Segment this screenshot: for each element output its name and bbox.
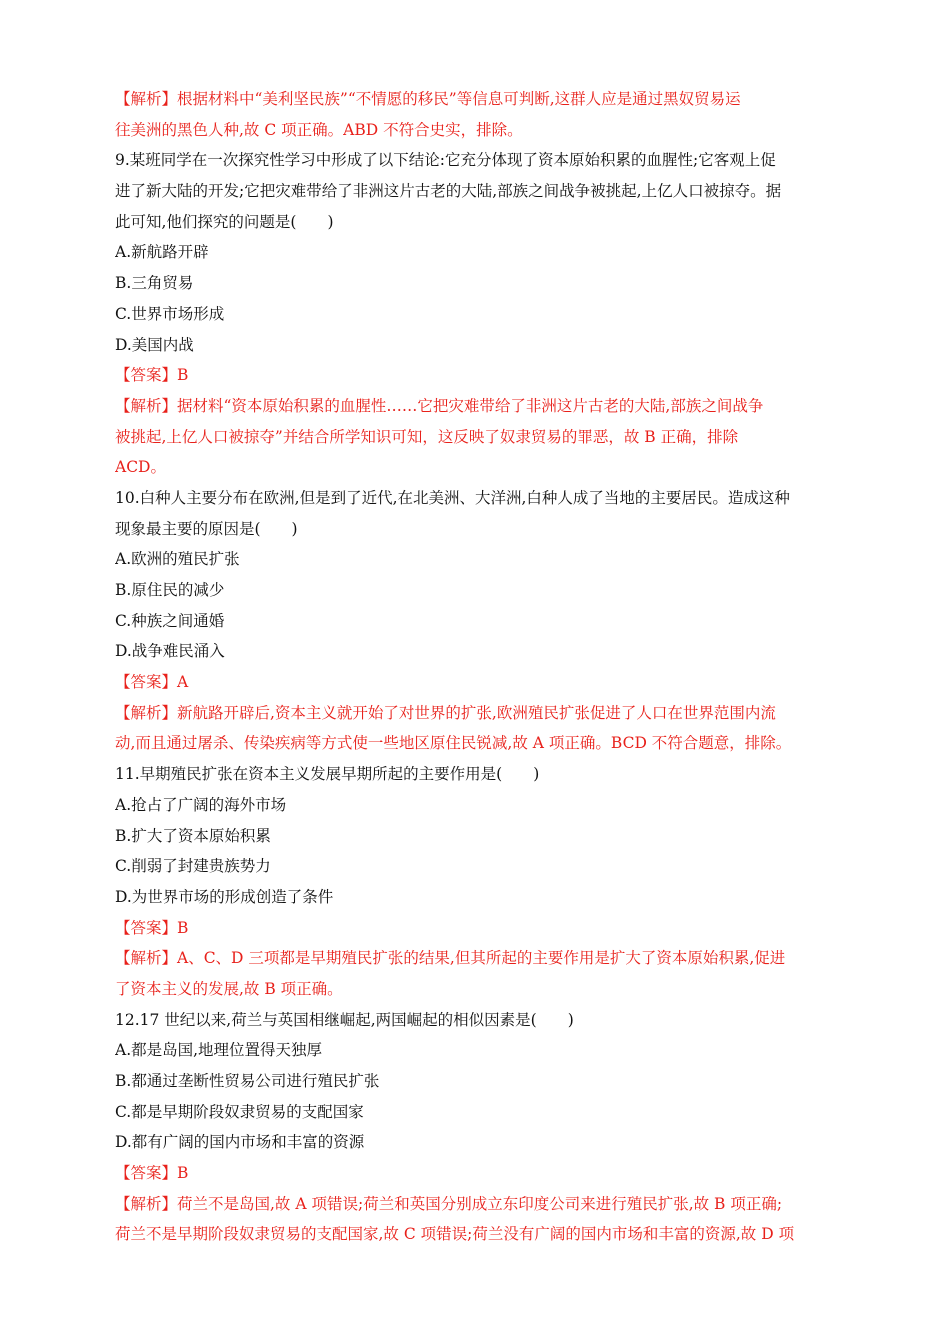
question-stem: 现象最主要的原因是( ): [115, 519, 298, 538]
answer-option: C.都是早期阶段奴隶贸易的支配国家: [115, 1102, 364, 1121]
option-block: [115, 237, 837, 268]
question-block: [115, 145, 837, 237]
question-block: [115, 1005, 837, 1036]
analysis-line: 被挑起,上亿人口被掠夺”并结合所学知识可知，这反映了奴隶贸易的罪恶，故 B 正确，排除: [115, 427, 739, 446]
analysis-line: 【解析】A、C、D 三项都是早期殖民扩张的结果,但其所起的主要作用是扩大了资本原始积累,促进: [115, 949, 786, 968]
answer-block: [115, 667, 837, 698]
answer-option: B.都通过垄断性贸易公司进行殖民扩张: [115, 1072, 380, 1090]
answer-line: 【答案】B: [115, 1164, 189, 1183]
option-block: [115, 882, 837, 913]
answer-option: A.都是岛国,地理位置得天独厚: [115, 1041, 323, 1060]
question-stem: 进了新大陆的开发;它把灾难带给了非洲这片古老的大陆,部族之间战争被挑起,上亿人口被掠夺。据: [115, 182, 782, 201]
option-block: [115, 544, 837, 575]
option-block: [115, 575, 837, 606]
answer-block: [115, 360, 837, 391]
answer-option: B.扩大了资本原始积累: [115, 826, 271, 845]
analysis-block: [115, 1189, 837, 1250]
option-block: [115, 299, 837, 330]
option-block: [115, 636, 837, 667]
analysis-line: 【解析】新航路开辟后,资本主义就开始了对世界的扩张,欧洲殖民扩张促进了人口在世界范围内流: [115, 703, 776, 722]
option-block: [115, 851, 837, 882]
analysis-block: [115, 698, 837, 759]
answer-option: D.美国内战: [115, 335, 194, 354]
answer-option: B.原住民的减少: [115, 581, 225, 599]
analysis-line: 荷兰不是早期阶段奴隶贸易的支配国家,故 C 项错误;荷兰没有广阔的国内市场和丰富的资源,故 D 项: [115, 1225, 795, 1244]
answer-option: D.都有广阔的国内市场和丰富的资源: [115, 1133, 365, 1152]
answer-block: [115, 1158, 837, 1189]
question-block: [115, 483, 837, 544]
option-block: [115, 330, 837, 361]
answer-option: A.欧洲的殖民扩张: [115, 550, 240, 569]
question-stem: 9.某班同学在一次探究性学习中形成了以下结论:它充分体现了资本原始积累的血腥性;它客观上促: [115, 151, 776, 170]
question-stem: 10.白种人主要分布在欧洲,但是到了近代,在北美洲、大洋洲,白种人成了当地的主要居民。造成这种: [115, 488, 790, 507]
answer-option: C.削弱了封建贵族势力: [115, 857, 271, 876]
analysis-line: 【解析】荷兰不是岛国,故 A 项错误;荷兰和英国分别成立东印度公司来进行殖民扩张,故 B 项正确;: [115, 1194, 783, 1213]
analysis-line: 【解析】据材料“资本原始积累的血腥性……它把灾难带给了非洲这片古老的大陆,部族之间战争: [115, 396, 764, 415]
option-block: [115, 790, 837, 821]
answer-option: C.世界市场形成: [115, 304, 225, 323]
option-block: [115, 1127, 837, 1158]
analysis-block: [115, 391, 837, 483]
answer-line: 【答案】A: [115, 673, 189, 692]
option-block: [115, 1066, 837, 1097]
analysis-block: [115, 84, 837, 145]
answer-option: A.新航路开辟: [115, 243, 209, 262]
answer-option: A.抢占了广阔的海外市场: [115, 795, 287, 814]
question-block: [115, 759, 837, 790]
option-block: [115, 606, 837, 637]
question-stem: 此可知,他们探究的问题是( ): [115, 212, 334, 231]
option-block: [115, 1035, 837, 1066]
answer-line: 【答案】B: [115, 366, 189, 385]
question-stem: 12.17 世纪以来,荷兰与英国相继崛起,两国崛起的相似因素是( ): [115, 1010, 574, 1029]
option-block: [115, 268, 837, 299]
option-block: [115, 1097, 837, 1128]
option-block: [115, 821, 837, 852]
answer-option: D.战争难民涌入: [115, 642, 225, 661]
analysis-line: 【解析】根据材料中“美利坚民族”“不情愿的移民”等信息可判断,这群人应是通过黑奴贸易运: [115, 90, 741, 108]
analysis-line: ACD。: [115, 458, 166, 477]
answer-option: B.三角贸易: [115, 274, 194, 293]
answer-line: 【答案】B: [115, 918, 189, 937]
answer-option: C.种族之间通婚: [115, 611, 225, 630]
analysis-line: 往美洲的黑色人种,故 C 项正确。ABD 不符合史实，排除。: [115, 120, 523, 139]
analysis-line: 了资本主义的发展,故 B 项正确。: [115, 979, 343, 998]
question-stem: 11.早期殖民扩张在资本主义发展早期所起的主要作用是( ): [115, 765, 540, 784]
document-page: [115, 84, 837, 1250]
analysis-line: 动,而且通过屠杀、传染疾病等方式使一些地区原住民锐减,故 A 项正确。BCD 不符合题意，排除。: [115, 734, 792, 753]
analysis-block: [115, 943, 837, 1004]
answer-block: [115, 913, 837, 944]
answer-option: D.为世界市场的形成创造了条件: [115, 887, 334, 906]
